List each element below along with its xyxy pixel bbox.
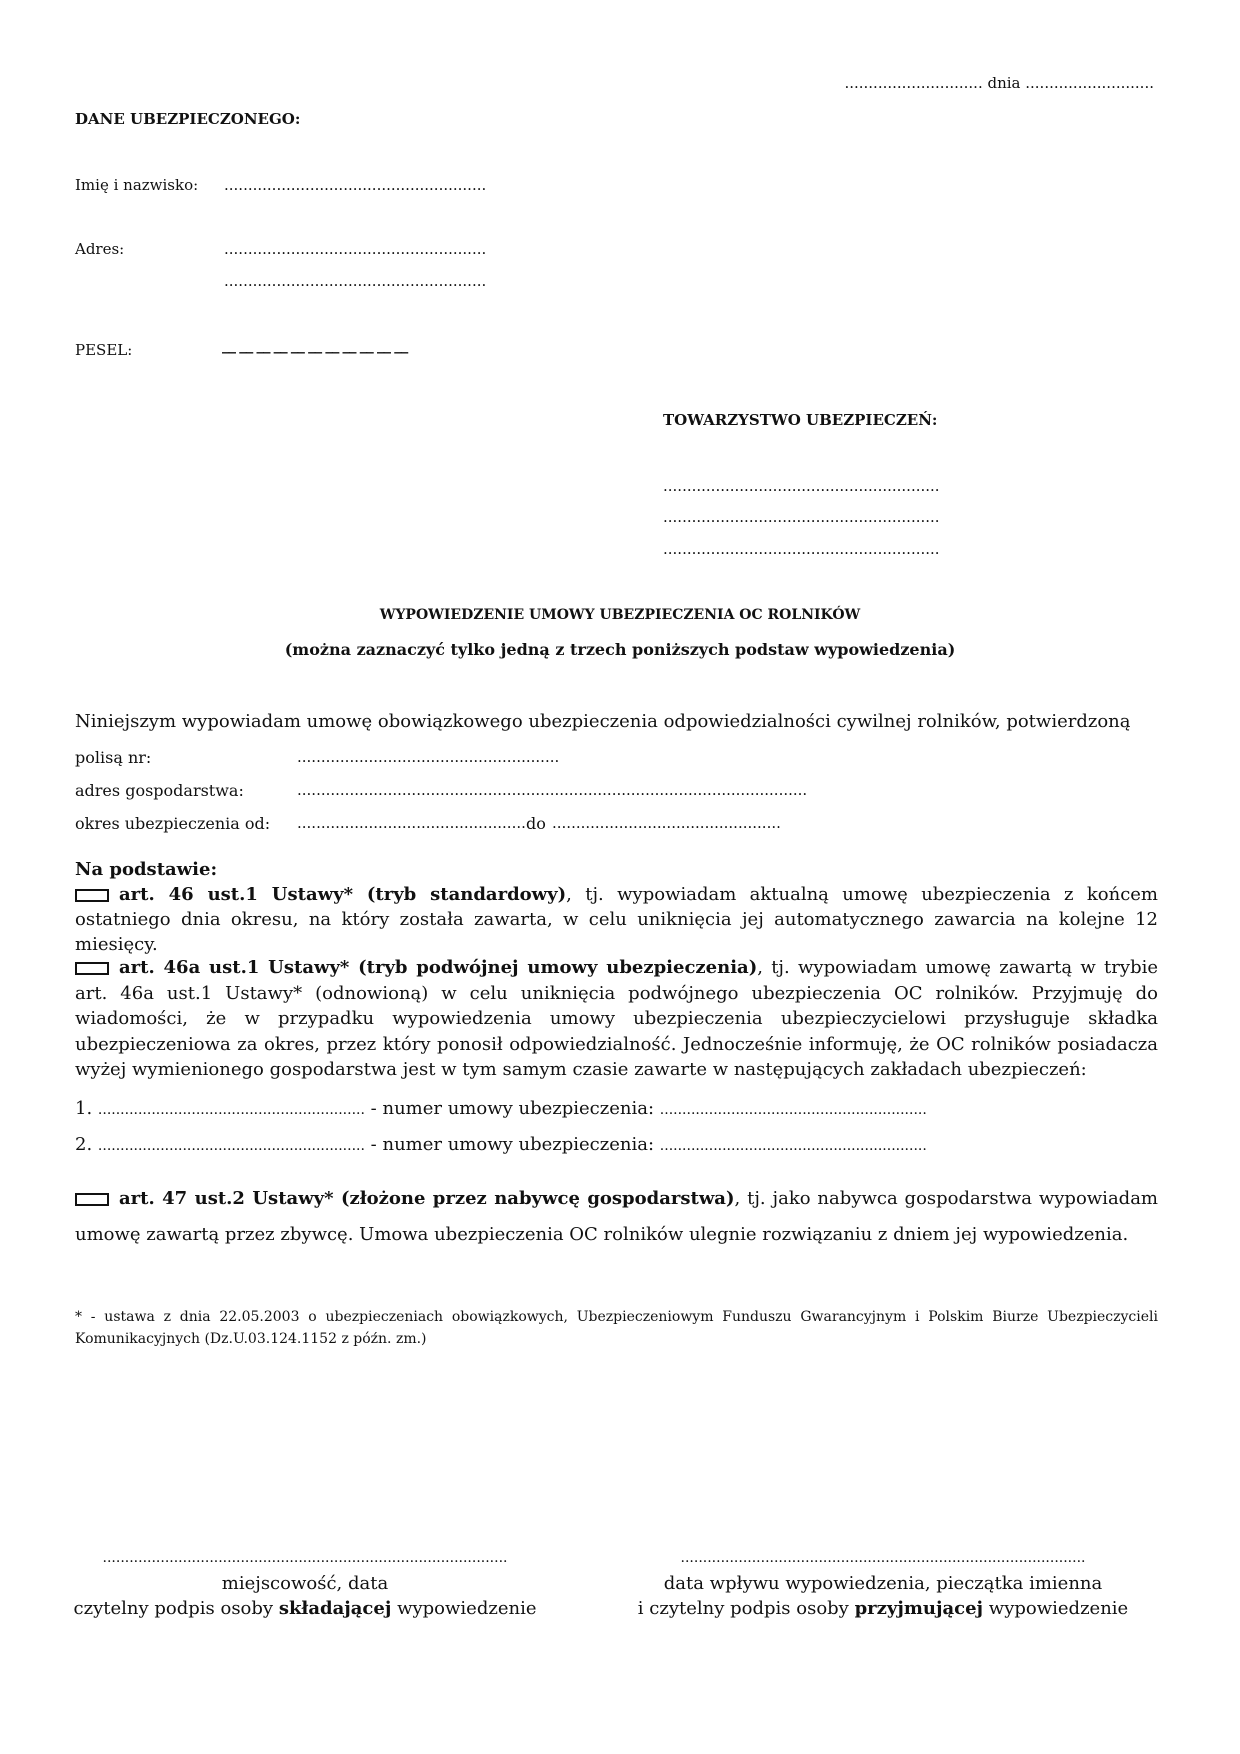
period-to-field[interactable]: ................................................	[552, 814, 781, 832]
basis-option-3	[75, 1181, 1158, 1253]
insurer-field-line3[interactable]: ..........................................................	[663, 540, 940, 558]
item-2-insurer-field[interactable]: ............................................................	[97, 1138, 365, 1154]
pesel-field[interactable]: __ __ __ __ __ __ __ __ __ __ __	[222, 336, 408, 354]
policy-number-field[interactable]: .......................................................	[297, 748, 560, 766]
farm-address-label: adres gospodarstwa:	[75, 781, 244, 800]
item-1-insurer-field[interactable]: ............................................................	[97, 1102, 365, 1118]
signature-left-line[interactable]: ...........................................................................................	[102, 1550, 508, 1566]
address-field-line1[interactable]: .......................................................	[224, 240, 487, 258]
signature-right-caption2: i czytelny podpis osoby przyjmującej wypowiedzenie	[637, 1598, 1129, 1619]
option-3-text: , tj. jako nabywca gospodarstwa wypowiadam umowę zawartą przez zbywcę. Umowa ubezpieczenia OC rolników ulegnie rozwiązaniu z dniem jej wypowiedzenia.	[75, 1188, 1158, 1245]
option-1-title: art. 46 ust.1 Ustawy* (tryb standardowy)	[119, 884, 567, 905]
option-3-title: art. 47 ust.2 Ustawy* (złożone przez nabywcę gospodarstwa)	[119, 1188, 735, 1209]
insurer-field-line2[interactable]: ..........................................................	[663, 508, 940, 526]
basis-heading: Na podstawie:	[75, 859, 218, 880]
option-1-text: , tj. wypowiadam aktualną umowę ubezpieczenia z końcem ostatniego dnia okresu, na który została zawarta, w celu uniknięcia jej automatycznego zawarcia na kolejne 12 miesięcy.	[75, 884, 1159, 955]
option-1-checkbox[interactable]	[75, 889, 109, 902]
address-field-line2[interactable]: .......................................................	[224, 272, 487, 290]
policy-label: polisą nr:	[75, 748, 152, 767]
item-2-number-field[interactable]: ............................................................	[659, 1138, 927, 1154]
document-subtitle: (można zaznaczyć tylko jedną z trzech poniższych podstaw wypowiedzenia)	[284, 640, 956, 659]
date-field[interactable]: ............................. dnia ...........................	[844, 74, 1154, 92]
period-from-field[interactable]: ................................................	[297, 814, 526, 832]
signature-left-caption1: miejscowość, data	[221, 1573, 389, 1594]
item-1-number-field[interactable]: ............................................................	[659, 1102, 927, 1118]
option-3-checkbox[interactable]	[75, 1193, 109, 1206]
name-label: Imię i nazwisko:	[75, 176, 199, 194]
signature-right	[623, 1546, 1143, 1621]
option-2-text: , tj. wypowiadam umowę zawartą w trybie art. 46a ust.1 Ustawy* (odnowioną) w celu uniknięcia podwójnego ubezpieczenia OC rolników. Przyjmuję do wiadomości, że w przypadku wypowiedzenia umowy ubezpieczenia ubezpieczycielowi przysługuje składka ubezpieczeniowa za okres, przez który ponosił odpowiedzialność. Jednocześnie informuję, że OC rolników posiadacza wyżej wymienionego gospodarstwa jest w tym samym czasie zawarte w następujących zakładach ubezpieczeń:	[75, 957, 1158, 1080]
item-2-separator: - numer umowy ubezpieczenia:	[370, 1134, 655, 1155]
signature-right-line[interactable]: ...........................................................................................	[680, 1550, 1086, 1566]
item-1-separator: - numer umowy ubezpieczenia:	[370, 1098, 655, 1119]
address-label: Adres:	[75, 240, 125, 258]
item-2-number: 2.	[75, 1134, 93, 1155]
period-to-label: do	[526, 814, 546, 833]
signature-left	[45, 1546, 565, 1621]
pesel-label: PESEL:	[75, 341, 133, 359]
name-field[interactable]: .......................................................	[224, 176, 487, 194]
intro-text: Niniejszym wypowiadam umowę obowiązkowego ubezpieczenia odpowiedzialności cywilnej rolników, potwierdzoną	[75, 711, 1131, 732]
other-insurer-item-2	[75, 1134, 927, 1155]
item-1-number: 1.	[75, 1098, 93, 1119]
basis-option-2	[75, 955, 1158, 1083]
footnote: * - ustawa z dnia 22.05.2003 o ubezpieczeniach obowiązkowych, Ubezpieczeniowym Funduszu Gwarancyjnym i Polskim Biurze Ubezpieczycieli Komunikacyjnych (Dz.U.03.124.1152 z późn. zm.)	[75, 1309, 1158, 1347]
option-2-title: art. 46a ust.1 Ustawy* (tryb podwójnej umowy ubezpieczenia)	[119, 957, 758, 978]
document-title: WYPOWIEDZENIE UMOWY UBEZPIECZENIA OC ROLNIKÓW	[379, 607, 861, 623]
signature-right-caption1: data wpływu wypowiedzenia, pieczątka imienna	[663, 1573, 1103, 1594]
signature-left-caption2: czytelny podpis osoby składającej wypowiedzenie	[73, 1598, 537, 1619]
insurer-heading: TOWARZYSTWO UBEZPIECZEŃ:	[663, 411, 938, 429]
insured-heading: DANE UBEZPIECZONEGO:	[75, 110, 301, 128]
period-label: okres ubezpieczenia od:	[75, 814, 271, 833]
option-2-checkbox[interactable]	[75, 962, 109, 975]
basis-option-1	[75, 882, 1158, 957]
farm-address-field[interactable]: ...........................................................................................................	[297, 781, 808, 799]
insurer-field-line1[interactable]: ..........................................................	[663, 477, 940, 495]
other-insurer-item-1	[75, 1098, 927, 1119]
